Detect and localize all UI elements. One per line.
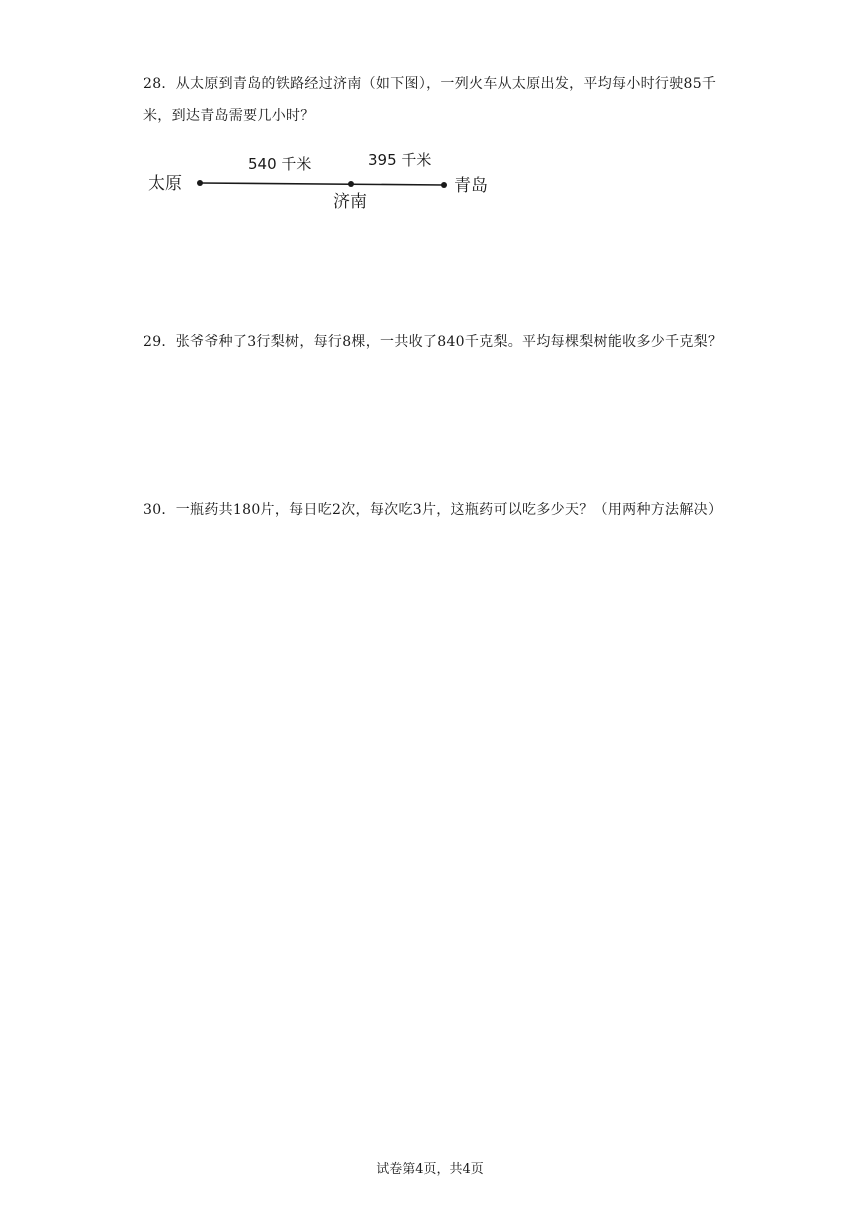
station-end-label: 青岛 xyxy=(454,176,488,196)
station-middle-dot xyxy=(348,181,354,187)
question-text: 从太原到青岛的铁路经过济南（如下图），一列火车从太原出发，平均每小时行驶85千米，到达青岛需要几小时？ xyxy=(143,76,717,124)
question-number: 29． xyxy=(143,334,176,350)
station-start-label: 太原 xyxy=(148,174,182,194)
question-29 xyxy=(143,326,723,358)
railway-line xyxy=(200,183,444,185)
question-number: 30． xyxy=(143,502,176,518)
question-text: 张爷爷种了3行梨树，每行8棵，一共收了840千克梨。平均每棵梨树能收多少千克梨？ xyxy=(175,334,723,350)
segment2-distance: 395 千米 xyxy=(368,151,432,169)
page-footer: 试卷第4页，共4页 xyxy=(376,1162,484,1177)
question-28 xyxy=(143,68,723,132)
station-end-dot xyxy=(441,182,447,188)
station-middle-label: 济南 xyxy=(333,192,367,212)
segment1-distance: 540 千米 xyxy=(248,155,312,173)
question-30 xyxy=(143,494,723,526)
question-text: 一瓶药共180片，每日吃2次，每次吃3片，这瓶药可以吃多少天？（用两种方法解决） xyxy=(175,502,723,518)
question-number: 28． xyxy=(143,76,176,92)
route-diagram xyxy=(140,140,520,220)
station-start-dot xyxy=(197,180,203,186)
